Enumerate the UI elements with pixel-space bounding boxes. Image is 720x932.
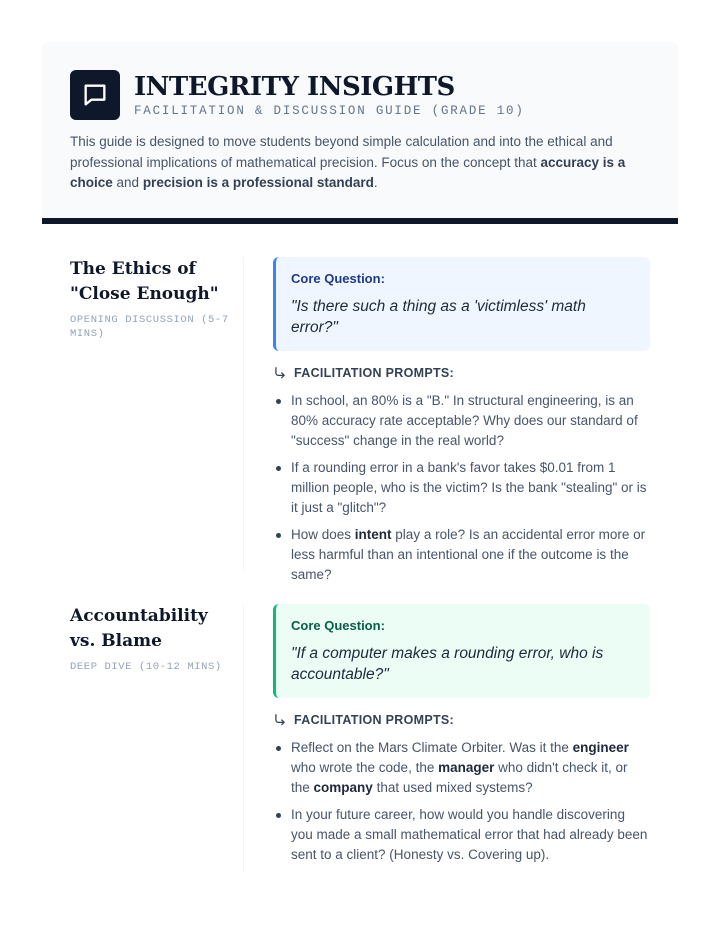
page-title: INTEGRITY INSIGHTS [134,72,455,102]
prompt-list [273,391,650,585]
prompts-heading [273,366,650,380]
intro-emphasis: precision is a professional standard [142,175,374,190]
prompt-item: In your future career, how would you handle discovering you made a small mathematical error that had already been sent to a client? (Honesty vs. Covering up). [273,805,650,865]
corner-arrow-icon [273,366,291,380]
section-content [273,257,650,592]
prompts-heading [273,713,650,727]
intro-paragraph: This guide is designed to move students beyond simple calculation and into the ethical and professional implications of mathematical precision. Focus on the concept that accuracy is a choice and precision is a professional standard. [70,134,626,190]
section-divider [243,604,244,872]
prompt-item: If a rounding error in a bank's favor takes $0.01 from 1 million people, who is the victim? Is the bank "stealing" or is it just a "glitch"? [273,458,650,518]
guide-header [42,42,678,224]
core-question-card [273,257,650,351]
section-divider [243,257,244,571]
core-question-text: "If a computer makes a rounding error, who is accountable?" [291,645,604,683]
prompt-item: How does intent play a role? Is an accidental error more or less harmful than an intentional one if the outcome is the same? [273,525,650,585]
chat-bubble-icon [81,81,109,109]
prompts-label: FACILITATION PROMPTS: [294,366,454,380]
logo [70,70,120,120]
page-subtitle: FACILITATION & DISCUSSION GUIDE (GRADE 10) [134,104,525,118]
section-heading-block [70,257,235,341]
section-heading-block [70,604,235,674]
intro-emphasis: accuracy is a choice [70,154,626,190]
section-duration: DEEP DIVE (10-12 MINS) [70,661,222,673]
prompt-item: In school, an 80% is a "B." In structural engineering, is an 80% accuracy rate acceptable? Why does our standard of "success" change in the real world? [273,391,650,451]
section-content [273,604,650,872]
core-question-label: Core Question: [291,271,385,286]
core-question-label: Core Question: [291,618,385,633]
section-title: The Ethics of "Close Enough" [70,259,219,304]
section-title: Accountability vs. Blame [70,606,208,651]
corner-arrow-icon [273,713,291,727]
core-question-card [273,604,650,698]
prompt-item: Reflect on the Mars Climate Orbiter. Was it the engineer who wrote the code, the manager who didn't check it, or the company that used mixed systems? [273,738,650,798]
prompt-list [273,738,650,865]
prompts-label: FACILITATION PROMPTS: [294,713,454,727]
section-duration: OPENING DISCUSSION (5-7 MINS) [70,314,229,340]
core-question-text: "Is there such a thing as a 'victimless' math error?" [291,298,586,336]
